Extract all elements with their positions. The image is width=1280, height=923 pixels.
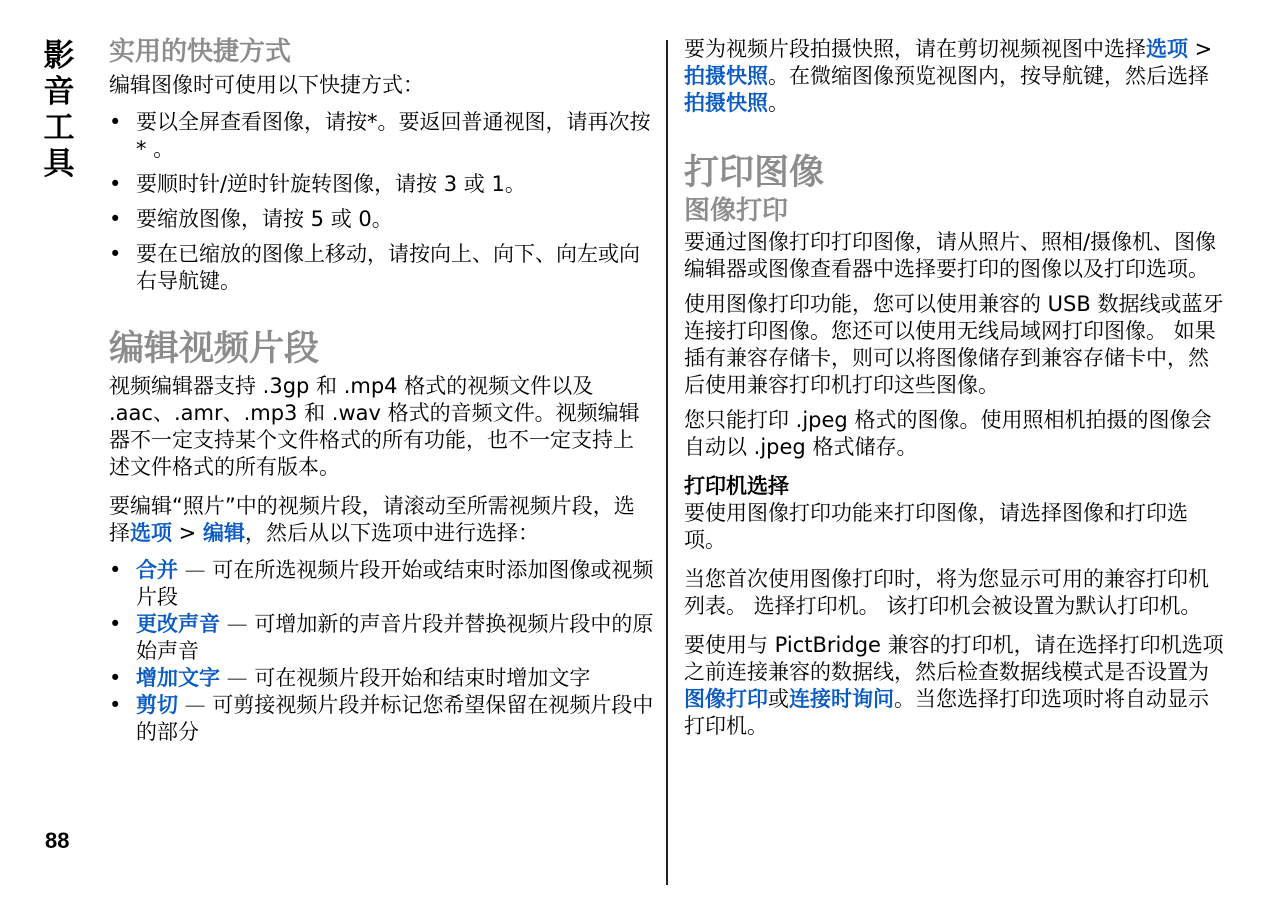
list-item: • 要在已缩放的图像上移动，请按向上、向下、向左或向右导航键。 [109, 241, 654, 295]
video-edit-instructions [109, 493, 654, 547]
instruction-text: 要编辑“照片”中的视频片段，请滚动至所需视频片段，选择 [109, 494, 635, 545]
shortcuts-intro: 编辑图像时可使用以下快捷方式： [109, 73, 424, 97]
edit-menu-link[interactable]: 编辑 [202, 521, 245, 545]
column-divider [666, 40, 668, 885]
dash: — [178, 558, 213, 582]
pictbridge-text: 或 [768, 687, 789, 711]
dash: — [178, 693, 213, 717]
snapshot-para [684, 36, 1229, 117]
option-add-text-link[interactable]: 增加文字 [136, 666, 220, 690]
printer-para: 要使用图像打印功能来打印图像，请选择图像和打印选项。 [684, 501, 1188, 552]
chapter-label-char: 音 [43, 74, 75, 110]
chapter-side-label [42, 38, 76, 182]
chapter-label-char: 具 [43, 146, 75, 182]
option-desc: 可在所选视频片段开始或结束时添加图像或视频片段 [136, 558, 654, 609]
list-item [109, 611, 654, 665]
video-edit-heading: 编辑视频片段 [109, 329, 320, 369]
option-merge-link[interactable]: 合并 [136, 558, 178, 582]
snapshot-text: 。 [768, 91, 789, 115]
pictbridge-para [684, 632, 1229, 740]
snapshot-text: 。在微缩图像预览视图内，按导航键，然后选择 [768, 64, 1209, 88]
printer-para: 当您首次使用图像打印时，将为您显示可用的兼容打印机列表。 选择打印机。 该打印机会被设置为默认打印机。 [684, 567, 1209, 618]
list-item: • 要顺时针/逆时针旋转图像，请按 3 或 1。 [109, 171, 654, 198]
list-item: • 要以全屏查看图像，请按*。要返回普通视图，请再次按* 。 [109, 109, 654, 163]
menu-separator: > [172, 521, 203, 545]
chapter-label-char: 影 [43, 38, 75, 74]
print-para: 使用图像打印功能，您可以使用兼容的 USB 数据线或蓝牙连接打印图像。您还可以使用无线局域网打印图像。 如果插有兼容存储卡，则可以将图像储存到兼容存储卡中，然后使用兼容打印机打印这些图像。 [684, 292, 1224, 397]
option-cut-link[interactable]: 剪切 [136, 693, 178, 717]
list-item [109, 692, 654, 746]
video-options-list [109, 557, 654, 746]
print-para: 您只能打印 .jpeg 格式的图像。使用照相机拍摄的图像会自动以 .jpeg 格式储存。 [684, 408, 1212, 459]
chapter-label-char: 工 [43, 110, 75, 146]
pictbridge-text: 。当您选择打印选项时将自动显示打印机。 [684, 687, 1209, 738]
options-menu-link[interactable]: 选项 [1146, 37, 1188, 61]
option-change-sound-link[interactable]: 更改声音 [136, 612, 220, 636]
pictbridge-text: 要使用与 PictBridge 兼容的打印机，请在选择打印机选项之前连接兼容的数据线，然后检查数据线模式是否设置为 [684, 633, 1224, 684]
list-item: • 要缩放图像，请按 5 或 0。 [109, 206, 654, 233]
video-edit-para: 视频编辑器支持 .3gp 和 .mp4 格式的视频文件以及 .aac、.amr、.mp3 和 .wav 格式的音频文件。视频编辑器不一定支持某个文件格式的所有功能，也不一定支持上述文件格式的所有版本。 [109, 374, 640, 479]
shortcuts-list [109, 109, 654, 295]
image-print-subheading: 图像打印 [684, 196, 789, 226]
list-item [109, 665, 654, 692]
instruction-text: ，然后从以下选项中进行选择： [244, 521, 539, 545]
options-menu-link[interactable]: 选项 [130, 521, 172, 545]
dash: — [220, 666, 255, 690]
shortcuts-heading: 实用的快捷方式 [109, 37, 292, 67]
option-desc: 可剪接视频片段并标记您希望保留在视频片段中的部分 [136, 693, 654, 744]
page-number: 88 [45, 828, 70, 853]
snapshot-text: 要为视频片段拍摄快照，请在剪切视频视图中选择 [684, 37, 1146, 61]
take-snapshot-link[interactable]: 拍摄快照 [684, 91, 768, 115]
menu-separator: > [1188, 37, 1213, 61]
dash: — [220, 612, 255, 636]
image-print-mode-link[interactable]: 图像打印 [684, 687, 768, 711]
print-images-heading: 打印图像 [684, 153, 825, 193]
left-column [109, 36, 654, 746]
ask-on-connect-link[interactable]: 连接时询问 [789, 687, 894, 711]
list-item [109, 557, 654, 611]
print-para: 要通过图像打印打印图像，请从照片、照相/摄像机、图像编辑器或图像查看器中选择要打印的图像以及打印选项。 [684, 230, 1217, 281]
printer-select-heading: 打印机选择 [684, 474, 789, 498]
option-desc: 可增加新的声音片段并替换视频片段中的原始声音 [136, 612, 654, 663]
option-desc: 可在视频片段开始和结束时增加文字 [254, 666, 591, 690]
take-snapshot-link[interactable]: 拍摄快照 [684, 64, 768, 88]
right-column [684, 36, 1229, 740]
